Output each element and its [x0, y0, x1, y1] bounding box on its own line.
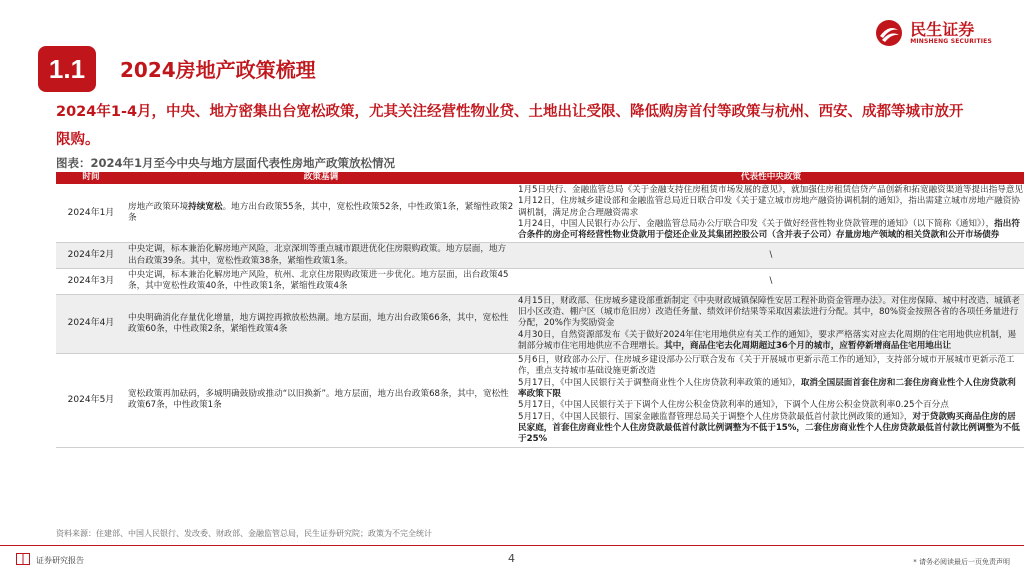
- row-policy: \: [516, 243, 1024, 269]
- footer-report-label: 证券研究报告: [36, 556, 84, 565]
- policy-item: [518, 412, 1024, 446]
- policy-item: 5月17日，《中国人民银行关于下调个人住房公积金贷款利率的通知》，下调个人住房公积金贷款利率0.25个百分点: [518, 400, 949, 411]
- header-time: 时间: [56, 172, 126, 184]
- table-row: [56, 354, 1024, 447]
- row-tone: 中央定调，标本兼治化解房地产风险，杭州、北京住房限购政策进一步优化。地方层面，出台政策45条，其中宽松性政策40条，中性政策1条，紧缩性政策4条: [126, 269, 516, 295]
- row-time: 2024年4月: [56, 294, 126, 353]
- row-tone: [126, 184, 516, 243]
- policy-item: 4月15日，财政部、住房城乡建设部重新制定《中央财政城镇保障性安居工程补助资金管理办法》。对住房保障、城中村改造、城镇老旧小区改造、棚户区（城市危旧房）改造任务量、绩效评价结果等采取因素法进行分配。其中，80%资金按照各省的各项任务量进行分配，20%作为奖励资金: [518, 295, 1020, 329]
- policy-table: [56, 172, 1024, 448]
- policy-emphasis: 对于贷款购买商品住房的居民家庭，首套住房商业性个人住房贷款最低首付款比例调整为不低于15%，二套住房商业性个人住房贷款最低首付款比例调整为不低于25%: [518, 411, 1020, 445]
- tone-text: 。地方出台政策55条，其中，宽松性政策52条，中性政策1条，紧缩性政策2条: [128, 201, 514, 224]
- row-policy: [516, 354, 1024, 447]
- table-row: [56, 269, 1024, 295]
- header-tone: 政策基调: [126, 172, 516, 184]
- header-policy: 代表性中央政策: [516, 172, 1024, 184]
- row-tone: 中央定调，标本兼治化解房地产风险，北京深圳等重点城市跟进优化住房限购政策。地方层面，地方出台政策39条。其中，宽松性政策38条，紧缩性政策1条。: [126, 243, 516, 269]
- policy-text: 5月17日，《中国人民银行关于调整商业性个人住房贷款利率政策的通知》，: [518, 377, 801, 388]
- policy-emphasis: 其中，商品住宅去化周期超过36个月的城市，应暂停新增商品住宅用地出让: [664, 340, 952, 351]
- table-row: [56, 184, 1024, 243]
- row-time: 2024年2月: [56, 243, 126, 269]
- headline-summary: 2024年1-4月，中央、地方密集出台宽松政策，尤其关注经营性物业贷、土地出让受限、降低购房首付等政策与杭州、西安、成都等城市放开限购。: [56, 104, 964, 148]
- row-policy: [516, 294, 1024, 353]
- source-footnote: 资料来源：住建部、中国人民银行、发改委、财政部、金融监管总局，民生证券研究院；政策为不完全统计: [56, 529, 432, 538]
- policy-emphasis: 指出符合条件的房企可将经营性物业贷款用于偿还企业及其集团控股公司（含并表子公司）存量房地产领域的相关贷款和公开市场债券: [518, 218, 1020, 241]
- policy-item: 1月5日央行、金融监管总局《关于金融支持住房租赁市场发展的意见》，就加强住房租赁信贷产品创新和拓宽融资渠道等提出指导意见: [518, 185, 1024, 195]
- book-icon: [16, 553, 30, 565]
- row-tone: 宽松政策再加砝码，多城明确鼓励或推动“以旧换新”。地方层面，地方出台政策68条，其中，宽松性政策67条，中性政策1条: [126, 354, 516, 447]
- row-policy: \: [516, 269, 1024, 295]
- policy-text: 1月24日，中国人民银行办公厅、金融监管总局办公厅联合印发《关于做好经营性物业贷款管理的通知》（以下简称《通知》），: [518, 218, 995, 229]
- footer-disclaimer: * 请务必阅读最后一页免责声明: [913, 558, 1010, 566]
- brand-name-en: MINSHENG SECURITIES: [910, 37, 992, 45]
- page-number: 4: [508, 552, 515, 565]
- policy-item: [518, 330, 1024, 353]
- policy-text: 5月17日，《中国人民银行、国家金融监督管理总局关于调整个人住房贷款最低首付款比例政策的通知》，: [518, 411, 913, 422]
- policy-text: 4月30日，自然资源部发布《关于做好2024年住宅用地供应有关工作的通知》，要求严格落实对应去化周期的住宅用地供应机制，遏制部分城市住宅用地供应不合理增长。: [518, 329, 1017, 351]
- policy-item: [518, 219, 1024, 242]
- policy-item: [518, 378, 1024, 401]
- row-time: 2024年3月: [56, 269, 126, 295]
- policy-item: 1月12日，住房城乡建设部和金融监管总局近日联合印发《关于建立城市房地产融资协调机制的通知》，指出需建立城市房地产融资协调机制，满足房企合理融资需求: [518, 196, 1020, 218]
- table-row: [56, 243, 1024, 269]
- brand-logo: [874, 18, 992, 48]
- table-header-row: [56, 172, 1024, 184]
- table-row: [56, 294, 1024, 353]
- footer-divider: [0, 545, 1024, 546]
- row-time: 2024年5月: [56, 354, 126, 447]
- row-tone: 中央明确消化存量优化增量，地方调控再掀放松热潮。地方层面，地方出台政策66条，其中，宽松性政策60条，中性政策2条，紧缩性政策4条: [126, 294, 516, 353]
- row-policy: [516, 184, 1024, 243]
- brand-swirl-icon: [874, 18, 904, 48]
- brand-name-cn: 民生证券: [910, 19, 975, 39]
- table-caption: 图表：2024年1月至今中央与地方层面代表性房地产政策放松情况: [56, 156, 396, 170]
- section-number-badge: [38, 46, 96, 92]
- section-number: 1.1: [48, 53, 86, 84]
- row-time: 2024年1月: [56, 184, 126, 243]
- policy-emphasis: 取消全国层面首套住房和二套住房商业性个人住房贷款利率政策下限: [518, 377, 1016, 400]
- tone-text: 房地产政策环境: [128, 201, 189, 212]
- page-title: 2024房地产政策梳理: [120, 58, 316, 82]
- tone-emphasis: 持续宽松: [188, 201, 223, 212]
- policy-item: 5月6日，财政部办公厅、住房城乡建设部办公厅联合发布《关于开展城市更新示范工作的通知》，支持部分城市开展城市更新示范工作，重点支持城市基础设施更新改造: [518, 355, 1015, 377]
